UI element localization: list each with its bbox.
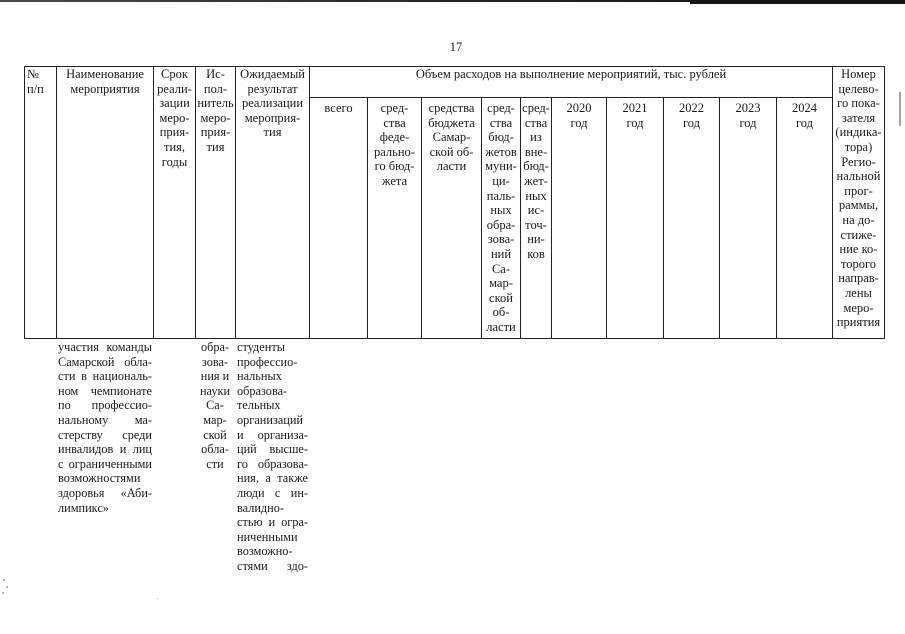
header-regional-budget-line: ской об- xyxy=(429,144,474,159)
header-federal-budget-line: жета xyxy=(381,173,408,188)
header-municipal-budgets-line: обра- xyxy=(486,217,516,232)
header-term-line: тия, xyxy=(163,139,186,154)
header-indicator-line: ние ко- xyxy=(839,242,878,257)
header-extrabudgetary-line: ства xyxy=(524,115,548,130)
header-extrabudgetary-line: ис- xyxy=(527,203,545,218)
body-expected-result-line: организаций xyxy=(237,412,304,427)
header-total-line: всего xyxy=(324,101,353,115)
header-year-line: год xyxy=(570,115,588,130)
header-indicator-line: раммы, xyxy=(838,198,879,213)
header-year-line: 2020 xyxy=(566,101,592,115)
body-event-name-line: ном чемпионате xyxy=(58,383,152,398)
header-indicator-line: Регио- xyxy=(841,154,876,169)
header-term-line: прия- xyxy=(159,125,190,140)
body-event-name-line: сти в националь- xyxy=(58,369,152,384)
header-indicator-line: го пока- xyxy=(837,96,880,111)
header-cell-event-name xyxy=(57,67,154,339)
header-indicator-line: торого xyxy=(840,256,877,271)
header-municipal-budgets-line: ци- xyxy=(492,173,510,188)
scan-edge-shadow xyxy=(690,0,905,4)
header-cell-expected-result xyxy=(236,67,310,339)
table-header xyxy=(24,66,885,339)
body-event-name-line: стерству среди xyxy=(58,427,152,442)
header-event-name-line: Наименование xyxy=(66,67,144,81)
body-executor-line: ния и xyxy=(200,369,230,384)
body-expected-result-line: нальных xyxy=(237,369,282,384)
header-municipal-budgets-line: ства xyxy=(489,115,513,130)
header-extrabudgetary-line: ков xyxy=(527,246,545,261)
header-regional-budget-line: Самар- xyxy=(432,130,471,145)
body-expected-result-line: образова- xyxy=(237,383,288,398)
header-term-line: Срок xyxy=(161,67,188,81)
header-indicator-line: стиже- xyxy=(840,227,877,242)
body-expected-result-line: валидно- xyxy=(237,500,285,515)
body-expected-result-line: ций высше- xyxy=(237,442,308,457)
header-extrabudgetary-line: ных xyxy=(525,188,547,203)
header-regional-budget-line: средства xyxy=(428,101,475,115)
header-executor-line: пол- xyxy=(203,81,228,96)
header-extrabudgetary-line: из xyxy=(530,130,542,145)
header-cell-year-2021 xyxy=(607,98,664,339)
scan-speck xyxy=(2,592,4,594)
header-indicator-line: нальной xyxy=(836,169,881,184)
header-indicator-line: лены xyxy=(845,285,872,300)
body-event-name-line: Самарской обла- xyxy=(58,354,152,369)
header-cell-extrabudgetary xyxy=(521,98,552,339)
header-municipal-budgets-line: ской xyxy=(489,290,513,305)
header-extrabudgetary-line: жет- xyxy=(524,173,548,188)
header-cell-year-2023 xyxy=(720,98,777,339)
header-cell-regional-budget xyxy=(422,98,482,339)
header-cell-year-2020 xyxy=(552,98,607,339)
body-event-name-line: возможностями xyxy=(58,471,141,486)
body-event-name-line: по профессио- xyxy=(58,398,152,413)
body-event-name-line: участия команды xyxy=(58,340,152,354)
header-term-line: реали- xyxy=(157,81,192,96)
body-event-name xyxy=(58,340,152,515)
body-expected-result-line: и организа- xyxy=(237,427,308,442)
body-executor-line: обла- xyxy=(201,442,229,457)
scan-speck xyxy=(3,579,5,581)
header-expected-result-line: тия xyxy=(263,125,282,140)
header-municipal-budgets-line: сред- xyxy=(487,101,515,115)
body-expected-result-line: профессио- xyxy=(237,354,298,369)
header-regional-budget-line: бюджета xyxy=(428,115,475,130)
body-executor-line: ской xyxy=(203,427,227,442)
header-expected-result-line: Ожидаемый xyxy=(240,67,305,81)
header-federal-budget-line: ства xyxy=(383,115,406,130)
header-extrabudgetary-line: сред- xyxy=(522,101,550,115)
header-year-line: 2023 xyxy=(735,101,761,115)
header-indicator-line: направ- xyxy=(838,271,879,286)
header-cell-municipal-budgets xyxy=(482,98,521,339)
header-municipal-budgets-line: об- xyxy=(492,305,510,320)
body-expected-result-line: люди с ин- xyxy=(237,485,308,500)
header-year-line: 2021 xyxy=(622,101,648,115)
body-event-name-line: с ограниченными xyxy=(58,456,152,471)
header-year-line: год xyxy=(626,115,644,130)
header-indicator-line: зателя xyxy=(841,110,876,125)
header-municipal-budgets-line: ний xyxy=(490,246,512,261)
header-indicator-line: (индика- xyxy=(835,125,882,140)
header-federal-budget-line: сред- xyxy=(380,101,409,115)
header-cell-number xyxy=(25,67,57,339)
header-municipal-budgets-line: жетов xyxy=(485,144,517,159)
body-event-name-line: здоровья «Аби- xyxy=(58,485,152,500)
header-cell-total xyxy=(310,98,368,339)
header-term-line: зации xyxy=(159,96,190,111)
header-indicator-line: на до- xyxy=(842,212,875,227)
scan-speck xyxy=(6,586,8,588)
header-year-line: год xyxy=(739,115,757,130)
header-municipal-budgets-line: ласти xyxy=(486,319,516,334)
header-executor-line: меро- xyxy=(200,110,231,125)
body-expected-result-line: ниченными xyxy=(237,529,298,544)
scan-mark xyxy=(899,92,901,126)
header-cell-expenses-group xyxy=(310,67,833,98)
header-indicator-line: меро- xyxy=(843,300,874,315)
header-executor-line: нитель xyxy=(197,96,234,111)
header-municipal-budgets-line: паль- xyxy=(486,188,516,203)
body-expected-result-line: тельных xyxy=(237,398,281,413)
header-cell-federal-budget xyxy=(368,98,422,339)
body-event-name-line: инвалидов и лиц xyxy=(58,442,152,457)
header-expected-result-line: результат xyxy=(247,81,298,96)
header-executor-line: прия- xyxy=(200,125,231,140)
header-executor-line: Ис- xyxy=(206,67,225,81)
body-event-name-line: лимпикс» xyxy=(58,500,109,515)
body-executor-line: Са- xyxy=(206,398,224,413)
header-municipal-budgets-line: зова- xyxy=(487,232,515,247)
header-term-line: годы xyxy=(161,154,188,169)
header-indicator-line: Номер xyxy=(841,67,876,81)
header-year-line: 2022 xyxy=(679,101,704,115)
header-indicator-line: тора) xyxy=(844,139,873,154)
body-executor-line: науки xyxy=(199,383,231,398)
header-cell-year-2022 xyxy=(664,98,720,339)
header-municipal-budgets-line: муни- xyxy=(485,159,517,174)
header-cell-year-2024 xyxy=(777,98,833,339)
body-event-name-line: нальному ма- xyxy=(58,412,152,427)
header-term-line: меро- xyxy=(159,110,190,125)
body-expected-result-line: го образова- xyxy=(237,456,308,471)
header-extrabudgetary-line: вне- xyxy=(524,144,548,159)
header-expected-result-line: реализации xyxy=(241,96,304,111)
body-expected-result-line: стями здо- xyxy=(237,558,308,573)
page-number: 17 xyxy=(449,40,463,54)
body-executor xyxy=(197,340,233,471)
header-cell-executor xyxy=(196,67,236,339)
body-expected-result-line: стью и огра- xyxy=(237,515,308,530)
body-executor-line: обра- xyxy=(200,340,230,354)
header-extrabudgetary-line: бюд- xyxy=(523,159,549,174)
body-expected-result-line: ния, а также xyxy=(237,471,308,486)
header-year-line: 2024 xyxy=(792,101,817,115)
header-municipal-budgets-line: бюд- xyxy=(488,130,514,145)
body-executor-line: мар- xyxy=(203,412,227,427)
body-expected-result-line: студенты xyxy=(237,340,285,354)
header-year-line: год xyxy=(795,115,814,130)
header-executor-line: тия xyxy=(206,139,225,154)
body-executor-line: зова- xyxy=(201,354,229,369)
header-federal-budget-line: рально- xyxy=(374,144,415,159)
header-year-line: год xyxy=(682,115,701,130)
header-indicator-line: приятия xyxy=(836,315,881,330)
header-municipal-budgets-line: мар- xyxy=(489,276,513,291)
expenses-group-label: Объем расходов на выполнение мероприятий, тыс. рублей xyxy=(415,67,727,81)
header-event-name-line: мероприятия xyxy=(70,81,140,96)
header-federal-budget-line: го бюд- xyxy=(374,159,415,174)
scan-speck xyxy=(157,598,158,599)
header-federal-budget-line: феде- xyxy=(379,130,410,145)
header-municipal-budgets-line: ных xyxy=(490,203,512,218)
body-expected-result xyxy=(237,340,308,574)
header-number-line: № xyxy=(27,67,39,81)
header-cell-indicator-number xyxy=(833,67,885,339)
header-indicator-line: прог- xyxy=(844,183,873,198)
header-number-line: п/п xyxy=(27,81,44,96)
body-expected-result-line: возможно- xyxy=(237,544,293,559)
header-regional-budget-line: ласти xyxy=(436,159,467,174)
header-indicator-line: целево- xyxy=(838,81,879,96)
header-municipal-budgets-line: Са- xyxy=(491,261,511,276)
header-expected-result-line: мероприя- xyxy=(244,110,301,125)
header-cell-term xyxy=(154,67,196,339)
header-extrabudgetary-line: ни- xyxy=(527,232,545,247)
body-executor-line: сти xyxy=(206,456,224,471)
header-extrabudgetary-line: точ- xyxy=(525,217,547,232)
